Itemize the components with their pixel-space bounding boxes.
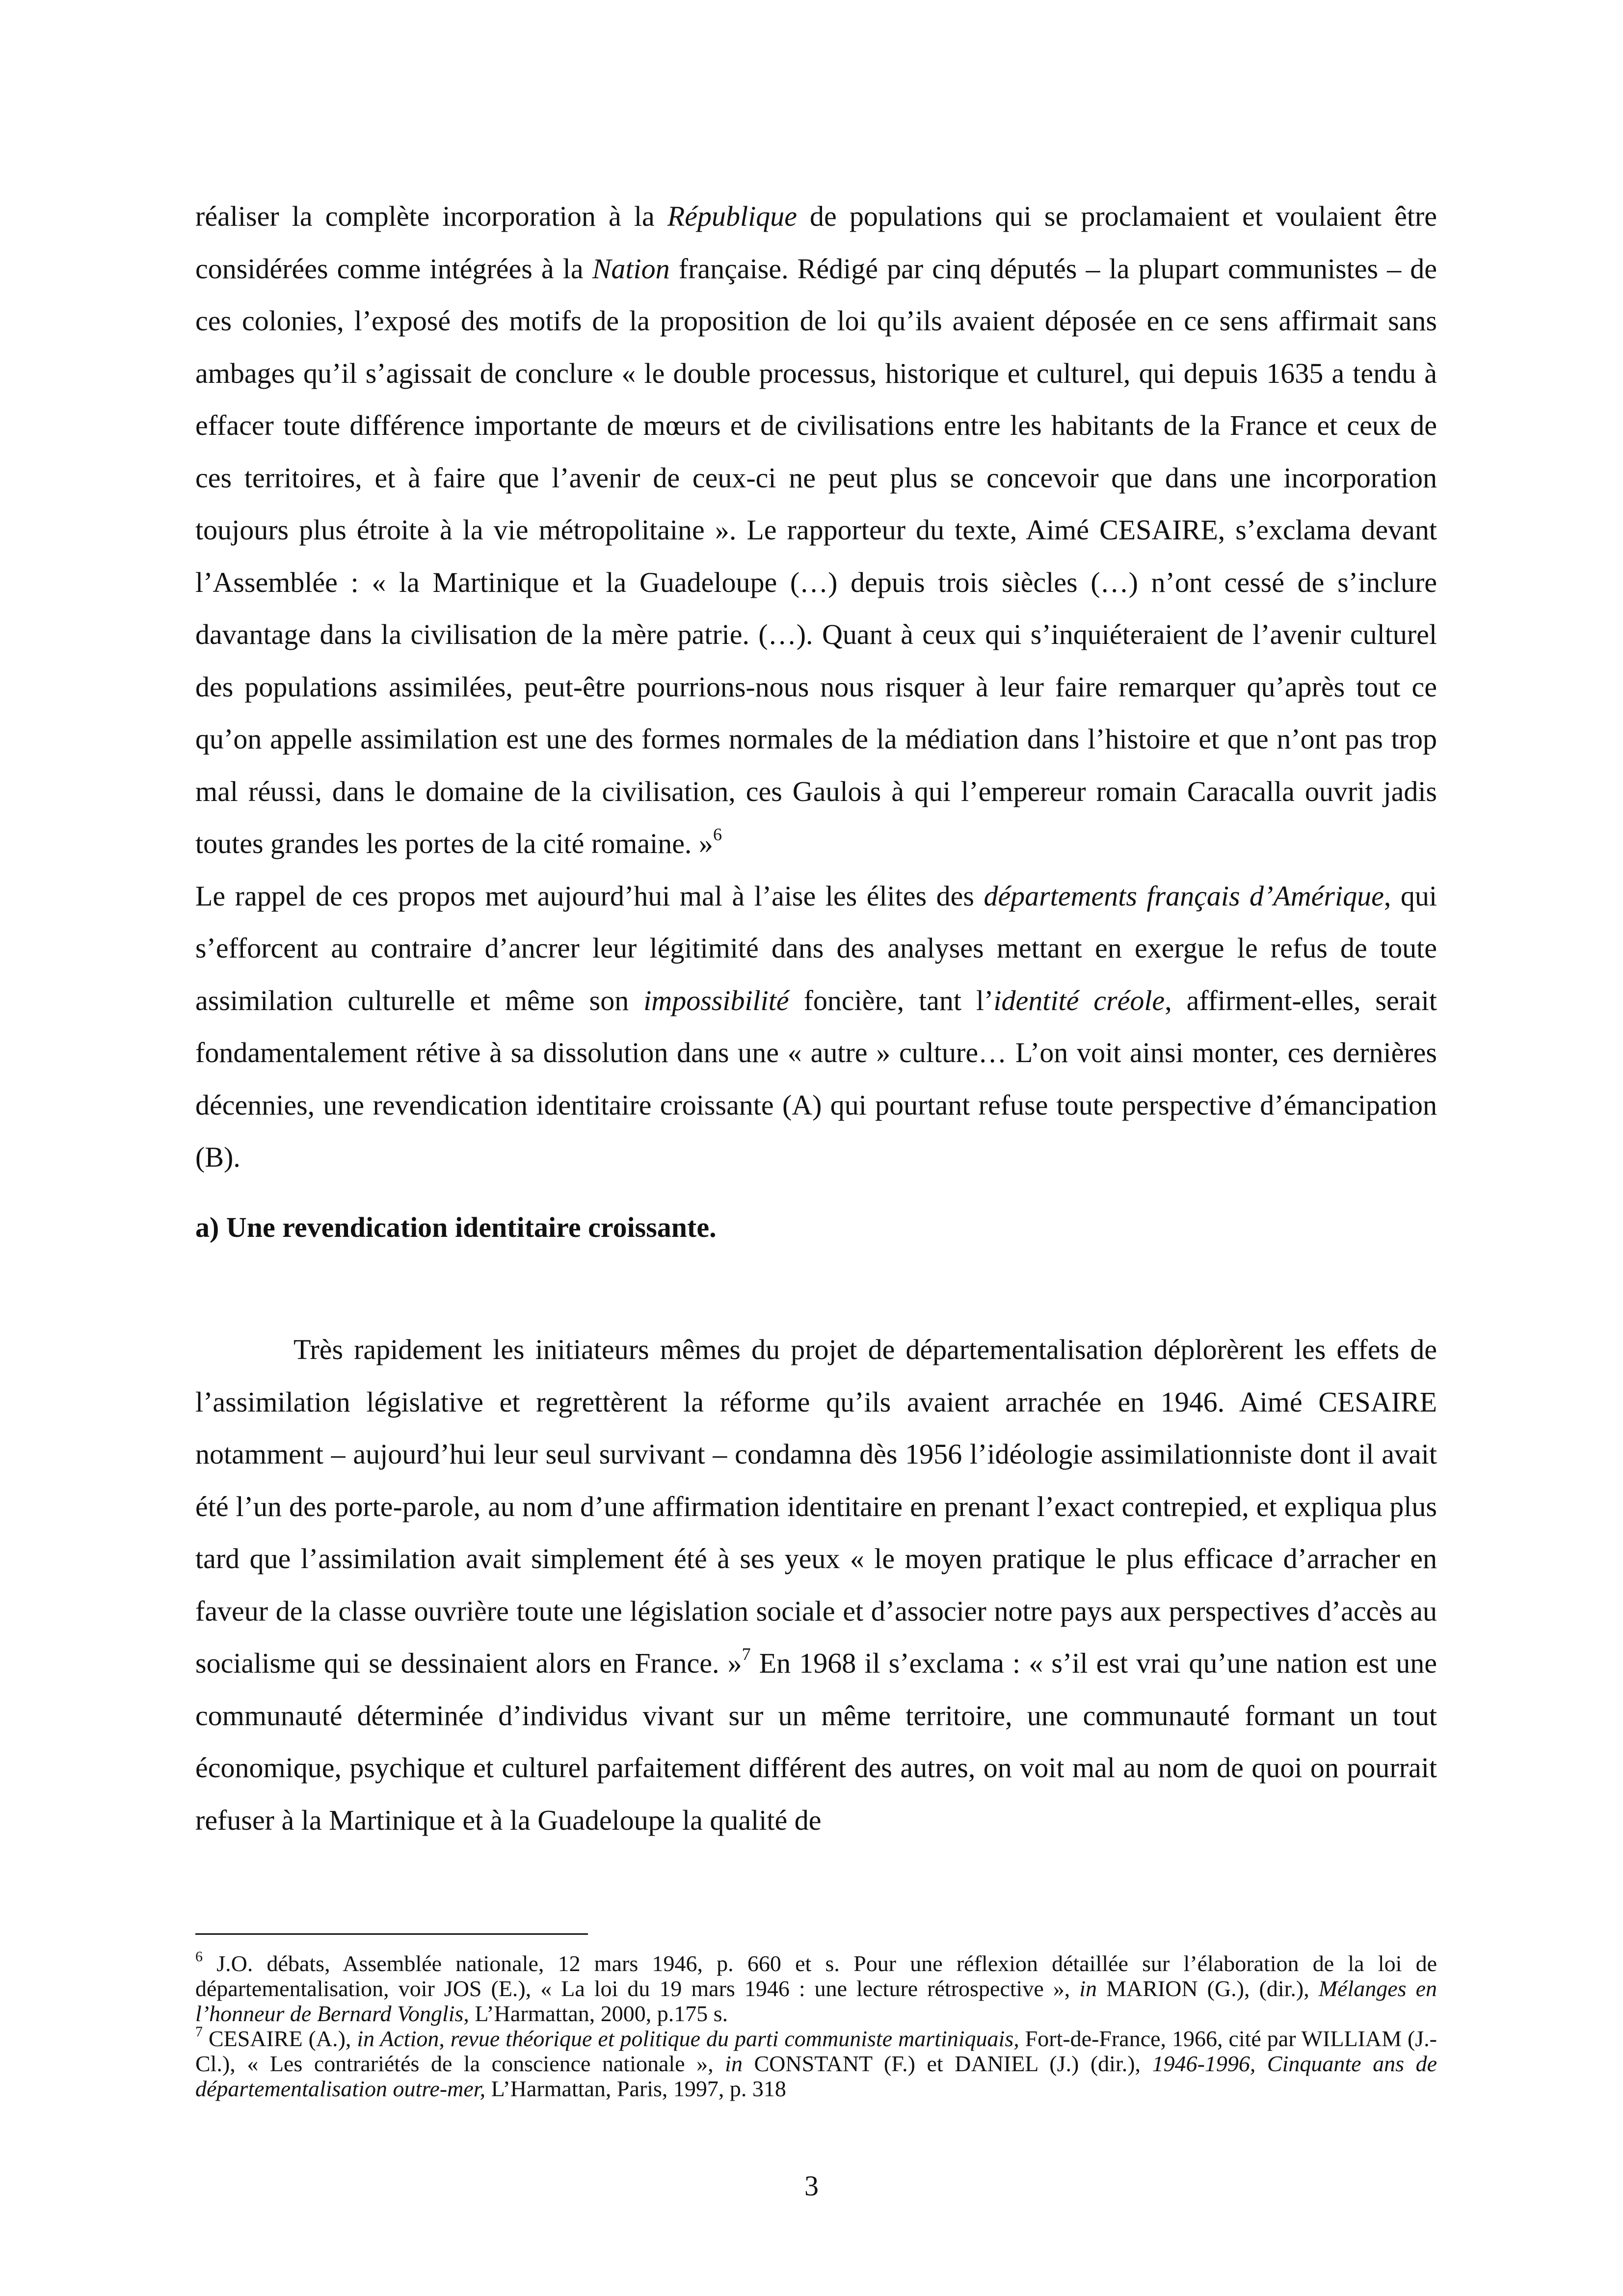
footnote-6-text-2: MARION (G.), (dir.),	[1097, 1976, 1319, 2001]
footnote-separator	[195, 1933, 588, 1935]
footnote-7-number: 7	[195, 2024, 203, 2040]
page-number: 3	[804, 2170, 819, 2202]
paragraph-2-italic-1: départements français d’Amérique	[984, 880, 1384, 912]
footnote-7-text-2: Fort-de-France, 1966, cité par WILLIAM (J.-Cl.), « Les contrariétés de la conscience nationale »,	[195, 2026, 1437, 2076]
footnote-ref-6[interactable]: 6	[713, 825, 722, 844]
paragraph-2-text-4: , affirment-elles, serait fondamentalement rétive à sa dissolution dans une « autre » culture… L’on voit ainsi monter, ces dernières décennies, une revendication identitaire croissante (A) qui pourtant refuse toute perspective d’émancipation (B).	[195, 984, 1437, 1173]
paragraph-3-text-2: En 1968 il s’exclama : « s’il est vrai qu’une nation est une communauté déterminée d’individus vivant sur un même territoire, une communauté formant un tout économique, psychique et culturel parfaitement différent des autres, on voit mal au nom de quoi on pourrait refuser à la Martinique et à la Guadeloupe la qualité de	[195, 1647, 1437, 1836]
paragraph-2-text-2: , qui s’efforcent au contraire d’ancrer leur légitimité dans des analyses mettant en exergue le refus de toute assimilation culturelle et même son	[195, 880, 1437, 1016]
footnotes	[195, 1951, 1437, 2101]
footnote-7-italic-2: in	[725, 2051, 743, 2076]
paragraph-3-text-1: Très rapidement les initiateurs mêmes du projet de départementalisation déplorèrent les effets de l’assimilation législative et regrettèrent la réforme qu’ils avaient arrachée en 1946. Aimé CESAIRE notamment – aujourd’hui leur seul survivant – condamna dès 1956 l’idéologie assimilationniste dont il avait été l’un des porte-parole, au nom d’une affirmation identitaire en prenant l’exact contrepied, et expliqua plus tard que l’assimilation avait simplement été à ses yeux « le moyen pratique le plus efficace d’arracher en faveur de la classe ouvrière toute une législation sociale et d’associer notre pays aux perspectives d’accès au socialisme qui se dessinaient alors en France. »	[195, 1334, 1437, 1679]
footnote-6-italic-2: Mélanges en l’honneur de Bernard Vonglis	[195, 1976, 1437, 2026]
paragraph-1-italic-1: République	[667, 200, 797, 232]
paragraph-1-text-1: réaliser la complète incorporation à la	[195, 200, 667, 232]
footnote-7-text-3: CONSTANT (F.) et DANIEL (J.) (dir.),	[742, 2051, 1152, 2076]
footnote-7-text-4: L’Harmattan, Paris, 1997, p. 318	[485, 2076, 786, 2101]
paragraph-2-text-3: foncière, tant l’	[789, 984, 994, 1016]
footnote-6-text-3: , L’Harmattan, 2000, p.175 s.	[463, 2001, 728, 2026]
body-text-bottom	[195, 1324, 1437, 1846]
paragraph-1-text-2: de populations qui se proclamaient et voulaient être considérées comme intégrées à la	[195, 200, 1437, 285]
footnote-7-text-1: CESAIRE (A.),	[203, 2026, 357, 2051]
paragraph-2-text-1: Le rappel de ces propos met aujourd’hui mal à l’aise les élites des	[195, 880, 984, 912]
paragraph-3	[195, 1324, 1437, 1846]
paragraph-2	[195, 870, 1437, 1184]
footnote-7	[195, 2026, 1437, 2101]
paragraph-2-italic-2: impossibilité	[643, 984, 789, 1016]
footnote-ref-7[interactable]: 7	[742, 1644, 751, 1664]
paragraph-2-italic-3: identité créole	[993, 984, 1165, 1016]
paragraph-1-text-3: française. Rédigé par cinq députés – la plupart communistes – de ces colonies, l’exposé des motifs de la proposition de loi qu’ils avaient déposée en ce sens affirmait sans ambages qu’il s’agissait de conclure « le double processus, historique et culturel, qui depuis 1635 a tendu à effacer toute différence importante de mœurs et de civilisations entre les habitants de la France et ceux de ces territoires, et à faire que l’avenir de ceux-ci ne peut plus se concevoir que dans une incorporation toujours plus étroite à la vie métropolitaine ». Le rapporteur du texte, Aimé CESAIRE, s’exclama devant l’Assemblée : « la Martinique et la Guadeloupe (…) depuis trois siècles (…) n’ont cessé de s’inclure davantage dans la civilisation de la mère patrie. (…). Quant à ceux qui s’inquiéteraient de l’avenir culturel des populations assimilées, peut-être pourrions-nous nous risquer à leur faire remarquer qu’après tout ce qu’on appelle assimilation est une des formes normales de la médiation dans l’histoire et que n’ont pas trop mal réussi, dans le domaine de la civilisation, ces Gaulois à qui l’empereur romain Caracalla ouvrit jadis toutes grandes les portes de la cité romaine. »	[195, 252, 1437, 859]
footnote-7-italic-1: in Action, revue théorique et politique du parti communiste martiniquais,	[357, 2026, 1019, 2051]
footnote-6-text-1: J.O. débats, Assemblée nationale, 12 mars 1946, p. 660 et s. Pour une réflexion détaillée sur l’élaboration de la loi de départementalisation, voir JOS (E.), « La loi du 19 mars 1946 : une lecture rétrospective »,	[195, 1951, 1437, 2001]
footnote-6-number: 6	[195, 1949, 203, 1965]
footnote-6-italic-1: in	[1079, 1976, 1097, 2001]
footnote-7-italic-3: 1946-1996, Cinquante ans de départementalisation outre-mer,	[195, 2051, 1437, 2101]
section-heading: a) Une revendication identitaire croissante.	[195, 1211, 717, 1243]
footnote-6	[195, 1951, 1437, 2026]
paragraph-1-italic-2: Nation	[592, 252, 670, 285]
body-text-top	[195, 190, 1437, 1184]
paragraph-1	[195, 190, 1437, 870]
